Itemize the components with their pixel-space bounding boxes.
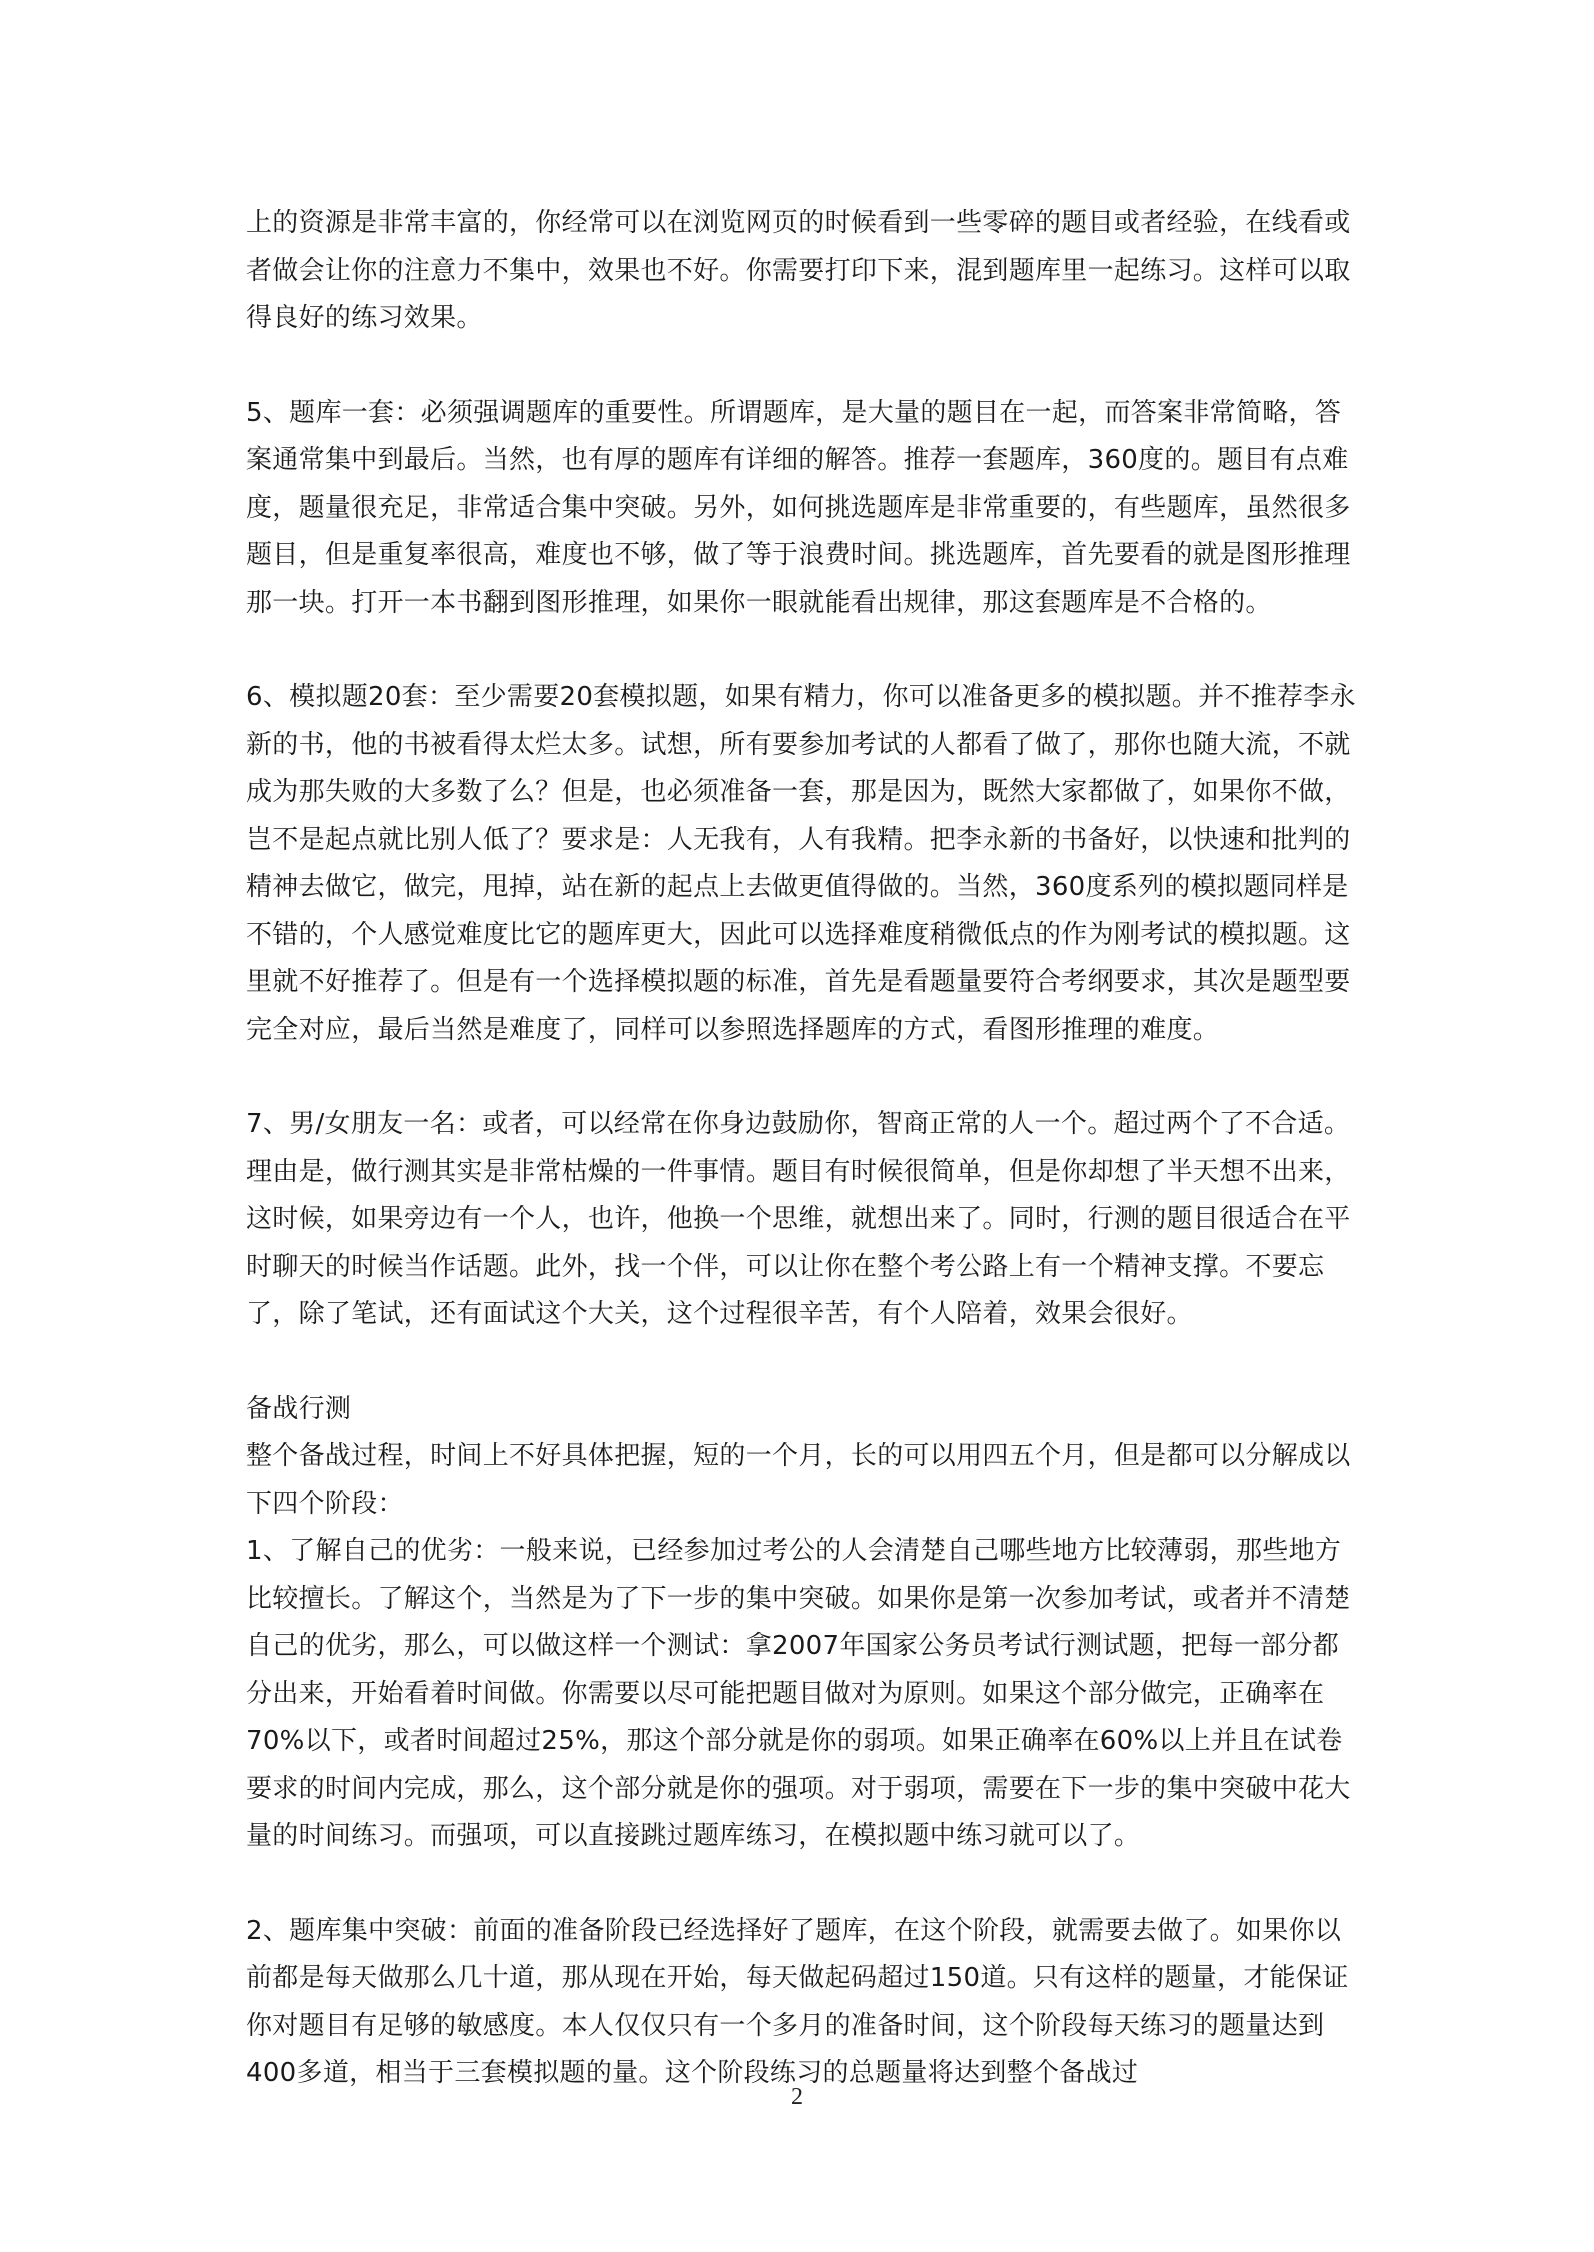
page-number: 2 bbox=[791, 2084, 803, 2110]
paragraph-resources: 上的资源是非常丰富的，你经常可以在浏览网页的时候看到一些零碎的题目或者经验，在线看或者做会让你的注意力不集中，效果也不好。你需要打印下来，混到题库里一起练习。这样可以取得良好的练习效果。 bbox=[246, 208, 1351, 333]
paragraph-step-2: 2、题库集中突破：前面的准备阶段已经选择好了题库，在这个阶段，就需要去做了。如果你以前都是每天做那么几十道，那从现在开始，每天做起码超过150道。只有这样的题量，才能保证你对题目有足够的敏感度。本人仅仅只有一个多月的准备时间，这个阶段每天练习的题量达到400多道，相当于三套模拟题的量。这个阶段练习的总题量将达到整个备战过 bbox=[246, 1915, 1349, 2088]
paragraph-mock-exams: 6、模拟题20套：至少需要20套模拟题，如果有精力，你可以准备更多的模拟题。并不推荐李永新的书，他的书被看得太烂太多。试想，所有要参加考试的人都看了做了，那你也随大流，不就成为那失败的大多数了么？但是，也必须准备一套，那是因为，既然大家都做了，如果你不做，岂不是起点就比别人低了？要求是：人无我有，人有我精。把李永新的书备好，以快速和批判的精神去做它，做完，甩掉，站在新的起点上去做更值得做的。当然，360度系列的模拟题同样是不错的，个人感觉难度比它的题库更大，因此可以选择难度稍微低点的作为刚考试的模拟题。这里就不好推荐了。但是有一个选择模拟题的标准，首先是看题量要符合考纲要求，其次是题型要完全对应，最后当然是难度了，同样可以参照选择题库的方式，看图形推理的难度。 bbox=[246, 682, 1356, 1045]
section-title: 备战行测 bbox=[246, 1393, 352, 1424]
paragraph-question-bank: 5、题库一套：必须强调题库的重要性。所谓题库，是大量的题目在一起，而答案非常简略，答案通常集中到最后。当然，也有厚的题库有详细的解答。推荐一套题库，360度的。题目有点难度，题量很充足，非常适合集中突破。另外，如何挑选题库是非常重要的，有些题库，虽然很多题目，但是重复率很高，难度也不够，做了等于浪费时间。挑选题库，首先要看的就是图形推理那一块。打开一本书翻到图形推理，如果你一眼就能看出规律，那这套题库是不合格的。 bbox=[246, 397, 1351, 618]
document-body bbox=[246, 200, 1358, 2098]
section-intro: 整个备战过程，时间上不好具体把握，短的一个月，长的可以用四五个月，但是都可以分解成以下四个阶段： bbox=[246, 1441, 1351, 1519]
paragraph-study-partner: 7、男/女朋友一名：或者，可以经常在你身边鼓励你，智商正常的人一个。超过两个了不合适。理由是，做行测其实是非常枯燥的一件事情。题目有时候很简单，但是你却想了半天想不出来，这时候，如果旁边有一个人，也许，他换一个思维，就想出来了。同时，行测的题目很适合在平时聊天的时候当作话题。此外，找一个伴，可以让你在整个考公路上有一个精神支撑。不要忘了，除了笔试，还有面试这个大关，这个过程很辛苦，有个人陪着，效果会很好。 bbox=[246, 1109, 1351, 1329]
paragraph-step-1: 1、了解自己的优劣：一般来说，已经参加过考公的人会清楚自己哪些地方比较薄弱，那些地方比较擅长。了解这个，当然是为了下一步的集中突破。如果你是第一次参加考试，或者并不清楚自己的优劣，那么，可以做这样一个测试：拿2007年国家公务员考试行测试题，把每一部分都分出来，开始看着时间做。你需要以尽可能把题目做对为原则。如果这个部分做完，正确率在70%以下，或者时间超过25%，那这个部分就是你的弱项。如果正确率在60%以上并且在试卷要求的时间内完成，那么，这个部分就是你的强项。对于弱项，需要在下一步的集中突破中花大量的时间练习。而强项，可以直接跳过题库练习，在模拟题中练习就可以了。 bbox=[246, 1536, 1351, 1851]
